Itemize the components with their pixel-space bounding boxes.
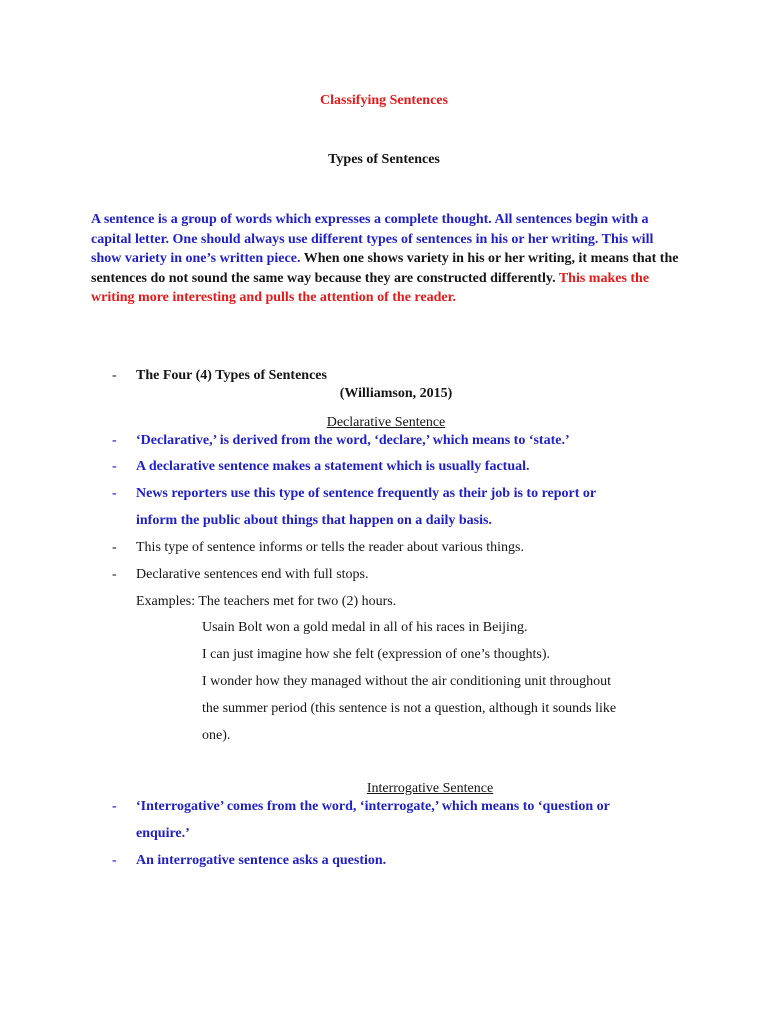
four-types-label: The Four (4) Types of Sentences bbox=[136, 368, 327, 383]
bullet-dash: - bbox=[112, 567, 117, 582]
example-text: one). bbox=[202, 728, 231, 743]
declarative-heading bbox=[0, 415, 768, 431]
bullet-text: A declarative sentence makes a statement which is usually factual. bbox=[136, 459, 530, 474]
citation bbox=[0, 386, 768, 402]
bullet-dash: - bbox=[112, 486, 117, 501]
document-title: Classifying Sentences bbox=[320, 93, 448, 108]
interrogative-heading-text: Interrogative Sentence bbox=[366, 781, 494, 796]
declarative-heading-text: Declarative Sentence bbox=[326, 415, 446, 430]
intro-black-text: When one shows variety in his or her writing, it means that the sentences do not sound the same way because they are constructed differently. bbox=[91, 251, 679, 286]
example-text: the summer period (this sentence is not a question, although it sounds like bbox=[202, 701, 617, 716]
bullet-text: ‘Declarative,’ is derived from the word, ‘declare,’ which means to ‘state.’ bbox=[136, 433, 570, 448]
intro-red-text: This makes the writing more interesting and pulls the attention of the reader. bbox=[91, 270, 650, 305]
examples-label: Examples: The teachers met for two (2) hours. bbox=[136, 594, 397, 609]
bullet-text: ‘Interrogative’ comes from the word, ‘interrogate,’ which means to ‘question or bbox=[136, 799, 610, 814]
example-text: Usain Bolt won a gold medal in all of his races in Beijing. bbox=[202, 620, 528, 635]
bullet-dash: - bbox=[112, 853, 117, 868]
bullet-text: enquire.’ bbox=[136, 826, 190, 841]
citation-text: (Williamson, 2015) bbox=[339, 386, 453, 401]
bullet-text: Declarative sentences end with full stops. bbox=[136, 567, 369, 582]
bullet-text: An interrogative sentence asks a question. bbox=[136, 853, 387, 868]
interrogative-heading bbox=[0, 781, 768, 797]
bullet-dash: - bbox=[112, 540, 117, 555]
bullet-text: This type of sentence informs or tells the reader about various things. bbox=[136, 540, 525, 555]
intro-paragraph bbox=[91, 210, 681, 308]
bullet-dash: - bbox=[112, 433, 117, 448]
intro-blue-text: A sentence is a group of words which expresses a complete thought. All sentences begin with a capital letter. One should always use different types of sentences in his or her writing. This will show variety in one’s written piece. bbox=[91, 212, 654, 266]
document-subtitle: Types of Sentences bbox=[328, 152, 440, 167]
bullet-dash: - bbox=[112, 799, 117, 814]
bullet-dash: - bbox=[112, 368, 117, 383]
bullet-text: News reporters use this type of sentence frequently as their job is to report or bbox=[136, 486, 597, 501]
bullet-dash: - bbox=[112, 459, 117, 474]
example-text: I can just imagine how she felt (expression of one’s thoughts). bbox=[202, 647, 550, 662]
bullet-text: inform the public about things that happen on a daily basis. bbox=[136, 513, 492, 528]
example-text: I wonder how they managed without the air conditioning unit throughout bbox=[202, 674, 612, 689]
